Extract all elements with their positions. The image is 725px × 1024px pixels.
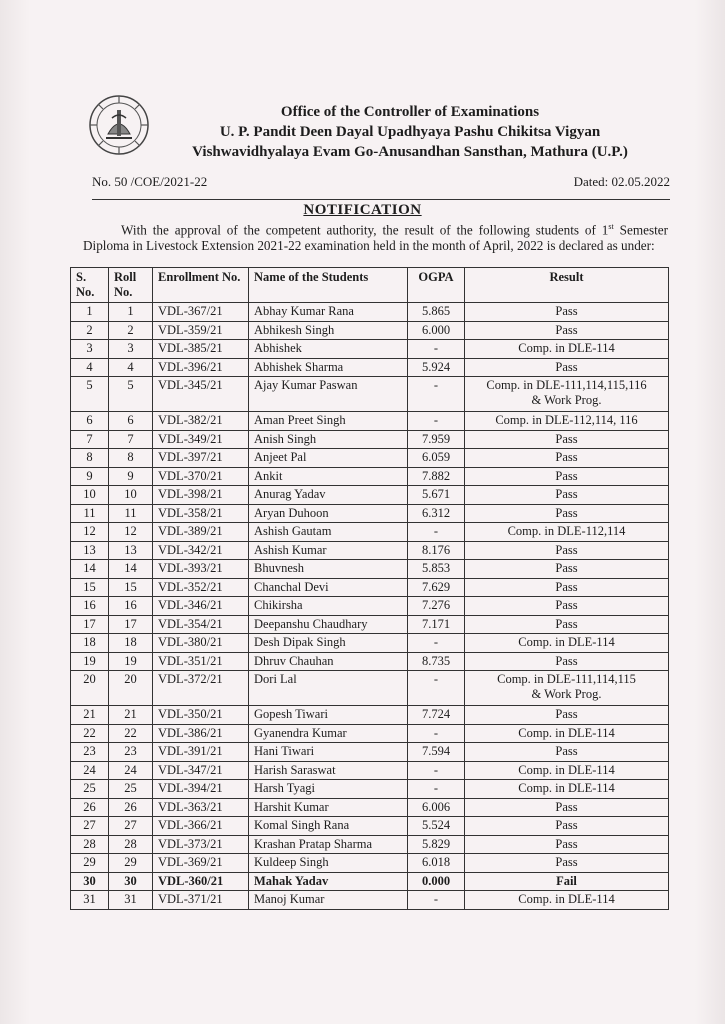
cell-student-name: Harish Saraswat xyxy=(249,761,408,780)
header-sno: S. No. xyxy=(71,268,109,303)
cell-ogpa: - xyxy=(408,523,465,542)
cell-sno: 18 xyxy=(71,634,109,653)
result-line: Pass xyxy=(555,359,578,374)
cell-sno: 11 xyxy=(71,504,109,523)
result-line: Pass xyxy=(555,836,578,851)
cell-sno: 16 xyxy=(71,597,109,616)
result-line: Comp. in DLE-114 xyxy=(518,762,615,777)
cell-roll: 2 xyxy=(109,321,153,340)
cell-roll: 8 xyxy=(109,449,153,468)
result-line-2: & Work Prog. xyxy=(531,686,602,701)
table-row xyxy=(71,652,669,671)
cell-sno: 24 xyxy=(71,761,109,780)
result-line: Pass xyxy=(555,468,578,483)
result-line: Pass xyxy=(555,487,578,501)
header-roll: Roll No. xyxy=(109,268,153,303)
result-line: Pass xyxy=(555,855,578,869)
result-line: Pass xyxy=(555,616,578,631)
cell-result xyxy=(465,430,669,449)
cell-result xyxy=(465,449,669,468)
cell-sno: 6 xyxy=(71,412,109,431)
intro-superscript: st xyxy=(608,222,614,231)
cell-student-name: Bhuvnesh xyxy=(249,560,408,579)
result-line: Pass xyxy=(555,304,578,318)
cell-ogpa: 6.006 xyxy=(408,798,465,817)
result-line: Pass xyxy=(555,322,578,337)
cell-roll: 23 xyxy=(109,743,153,762)
cell-sno: 9 xyxy=(71,467,109,486)
table-row xyxy=(71,597,669,616)
cell-ogpa: 7.629 xyxy=(408,578,465,597)
cell-ogpa: 5.524 xyxy=(408,817,465,836)
cell-ogpa: 7.276 xyxy=(408,597,465,616)
cell-enrollment: VDL-391/21 xyxy=(153,743,249,762)
cell-result xyxy=(465,724,669,743)
result-line: Comp. in DLE-112,114, 116 xyxy=(495,413,638,427)
cell-sno: 27 xyxy=(71,817,109,836)
notification-text xyxy=(83,219,668,253)
cell-enrollment: VDL-385/21 xyxy=(153,340,249,359)
result-line: Comp. in DLE-111,114,115,116 xyxy=(486,378,647,392)
cell-result xyxy=(465,578,669,597)
result-line: Comp. in DLE-114 xyxy=(518,341,615,355)
cell-enrollment: VDL-372/21 xyxy=(153,671,249,706)
cell-ogpa: 5.924 xyxy=(408,358,465,377)
cell-enrollment: VDL-347/21 xyxy=(153,761,249,780)
cell-roll: 16 xyxy=(109,597,153,616)
cell-enrollment: VDL-354/21 xyxy=(153,615,249,634)
table-row xyxy=(71,634,669,653)
table-body xyxy=(71,303,669,910)
cell-enrollment: VDL-394/21 xyxy=(153,780,249,799)
cell-roll: 7 xyxy=(109,430,153,449)
cell-ogpa: - xyxy=(408,377,465,412)
cell-student-name: Abhikesh Singh xyxy=(249,321,408,340)
cell-sno: 7 xyxy=(71,430,109,449)
cell-sno: 23 xyxy=(71,743,109,762)
cell-roll: 6 xyxy=(109,412,153,431)
cell-ogpa: - xyxy=(408,671,465,706)
result-line: Comp. in DLE-114 xyxy=(518,892,615,906)
result-line: Pass xyxy=(555,561,578,575)
cell-enrollment: VDL-366/21 xyxy=(153,817,249,836)
cell-enrollment: VDL-382/21 xyxy=(153,412,249,431)
cell-student-name: Harsh Tyagi xyxy=(249,780,408,799)
cell-result xyxy=(465,854,669,873)
result-line: Pass xyxy=(555,450,578,464)
cell-sno: 15 xyxy=(71,578,109,597)
cell-enrollment: VDL-373/21 xyxy=(153,835,249,854)
cell-result xyxy=(465,358,669,377)
table-row xyxy=(71,743,669,762)
table-row xyxy=(71,303,669,322)
cell-result xyxy=(465,560,669,579)
cell-roll: 28 xyxy=(109,835,153,854)
table-row xyxy=(71,321,669,340)
cell-roll: 21 xyxy=(109,706,153,725)
cell-sno: 8 xyxy=(71,449,109,468)
cell-roll: 31 xyxy=(109,891,153,910)
table-row xyxy=(71,798,669,817)
cell-sno: 19 xyxy=(71,652,109,671)
table-row xyxy=(71,467,669,486)
result-line: Pass xyxy=(555,707,578,721)
university-seal-icon xyxy=(88,94,150,156)
cell-ogpa: 6.059 xyxy=(408,449,465,468)
header-divider xyxy=(92,199,670,200)
cell-result xyxy=(465,798,669,817)
table-row xyxy=(71,504,669,523)
cell-student-name: Kuldeep Singh xyxy=(249,854,408,873)
cell-student-name: Aman Preet Singh xyxy=(249,412,408,431)
cell-roll: 20 xyxy=(109,671,153,706)
cell-roll: 11 xyxy=(109,504,153,523)
cell-sno: 30 xyxy=(71,872,109,891)
cell-student-name: Hani Tiwari xyxy=(249,743,408,762)
cell-student-name: Ajay Kumar Paswan xyxy=(249,377,408,412)
cell-enrollment: VDL-358/21 xyxy=(153,504,249,523)
table-row xyxy=(71,578,669,597)
cell-enrollment: VDL-396/21 xyxy=(153,358,249,377)
cell-result xyxy=(465,671,669,706)
cell-roll: 18 xyxy=(109,634,153,653)
cell-result xyxy=(465,486,669,505)
cell-result xyxy=(465,615,669,634)
cell-ogpa: 5.865 xyxy=(408,303,465,322)
cell-sno: 28 xyxy=(71,835,109,854)
result-line: Pass xyxy=(555,598,578,612)
table-row xyxy=(71,430,669,449)
cell-enrollment: VDL-380/21 xyxy=(153,634,249,653)
cell-student-name: Ankit xyxy=(249,467,408,486)
cell-roll: 4 xyxy=(109,358,153,377)
cell-enrollment: VDL-393/21 xyxy=(153,560,249,579)
cell-result xyxy=(465,761,669,780)
cell-student-name: Krashan Pratap Sharma xyxy=(249,835,408,854)
table-row xyxy=(71,761,669,780)
cell-roll: 1 xyxy=(109,303,153,322)
cell-roll: 22 xyxy=(109,724,153,743)
table-row xyxy=(71,891,669,910)
cell-enrollment: VDL-398/21 xyxy=(153,486,249,505)
cell-result xyxy=(465,303,669,322)
cell-result xyxy=(465,706,669,725)
cell-ogpa: 7.959 xyxy=(408,430,465,449)
cell-result xyxy=(465,634,669,653)
cell-ogpa: 7.724 xyxy=(408,706,465,725)
cell-student-name: Deepanshu Chaudhary xyxy=(249,615,408,634)
cell-sno: 26 xyxy=(71,798,109,817)
cell-enrollment: VDL-346/21 xyxy=(153,597,249,616)
cell-student-name: Dhruv Chauhan xyxy=(249,652,408,671)
cell-result xyxy=(465,652,669,671)
result-line: Pass xyxy=(555,505,578,520)
header-enrollment: Enrollment No. xyxy=(153,268,249,303)
cell-ogpa: 5.853 xyxy=(408,560,465,579)
cell-roll: 14 xyxy=(109,560,153,579)
table-row xyxy=(71,706,669,725)
cell-enrollment: VDL-360/21 xyxy=(153,872,249,891)
cell-student-name: Ashish Kumar xyxy=(249,541,408,560)
cell-sno: 20 xyxy=(71,671,109,706)
cell-enrollment: VDL-351/21 xyxy=(153,652,249,671)
cell-student-name: Anish Singh xyxy=(249,430,408,449)
table-row xyxy=(71,449,669,468)
cell-enrollment: VDL-367/21 xyxy=(153,303,249,322)
cell-result xyxy=(465,597,669,616)
cell-student-name: Abhishek Sharma xyxy=(249,358,408,377)
cell-result xyxy=(465,541,669,560)
cell-enrollment: VDL-359/21 xyxy=(153,321,249,340)
date-label: Dated: 02.05.2022 xyxy=(573,174,670,189)
university-name-line2: Vishwavidhyalaya Evam Go-Anusandhan Sansthan, Mathura (U.P.) xyxy=(192,144,628,160)
cell-ogpa: - xyxy=(408,412,465,431)
cell-sno: 12 xyxy=(71,523,109,542)
cell-student-name: Manoj Kumar xyxy=(249,891,408,910)
result-line: Pass xyxy=(555,653,578,668)
cell-enrollment: VDL-352/21 xyxy=(153,578,249,597)
cell-ogpa: 6.000 xyxy=(408,321,465,340)
cell-ogpa: - xyxy=(408,780,465,799)
cell-sno: 25 xyxy=(71,780,109,799)
cell-ogpa: 8.735 xyxy=(408,652,465,671)
cell-roll: 15 xyxy=(109,578,153,597)
cell-result xyxy=(465,817,669,836)
cell-sno: 4 xyxy=(71,358,109,377)
cell-ogpa: - xyxy=(408,634,465,653)
header-ogpa: OGPA xyxy=(408,268,465,303)
cell-enrollment: VDL-363/21 xyxy=(153,798,249,817)
cell-student-name: Chikirsha xyxy=(249,597,408,616)
cell-student-name: Abhay Kumar Rana xyxy=(249,303,408,322)
cell-ogpa: 8.176 xyxy=(408,541,465,560)
cell-ogpa: - xyxy=(408,724,465,743)
cell-enrollment: VDL-389/21 xyxy=(153,523,249,542)
cell-result xyxy=(465,743,669,762)
cell-ogpa: - xyxy=(408,891,465,910)
cell-enrollment: VDL-370/21 xyxy=(153,467,249,486)
cell-student-name: Dori Lal xyxy=(249,671,408,706)
result-line-2: & Work Prog. xyxy=(531,392,602,407)
cell-enrollment: VDL-369/21 xyxy=(153,854,249,873)
cell-result xyxy=(465,412,669,431)
cell-result xyxy=(465,467,669,486)
table-row xyxy=(71,340,669,359)
header-result: Result xyxy=(465,268,669,303)
table-row xyxy=(71,541,669,560)
cell-roll: 30 xyxy=(109,872,153,891)
cell-roll: 3 xyxy=(109,340,153,359)
cell-student-name: Harshit Kumar xyxy=(249,798,408,817)
cell-student-name: Chanchal Devi xyxy=(249,578,408,597)
cell-roll: 25 xyxy=(109,780,153,799)
result-line: Pass xyxy=(555,799,578,814)
cell-sno: 14 xyxy=(71,560,109,579)
cell-student-name: Gopesh Tiwari xyxy=(249,706,408,725)
table-row xyxy=(71,724,669,743)
cell-roll: 12 xyxy=(109,523,153,542)
result-line: Comp. in DLE-114 xyxy=(518,635,615,649)
header-name: Name of the Students xyxy=(249,268,408,303)
cell-ogpa: 6.018 xyxy=(408,854,465,873)
cell-roll: 19 xyxy=(109,652,153,671)
university-name-line1: U. P. Pandit Deen Dayal Upadhyaya Pashu Chikitsa Vigyan xyxy=(219,124,601,140)
cell-student-name: Komal Singh Rana xyxy=(249,817,408,836)
result-line: Comp. in DLE-112,114 xyxy=(507,524,626,538)
reference-number: No. 50 /COE/2021-22 xyxy=(92,174,208,189)
cell-ogpa: 0.000 xyxy=(408,872,465,891)
table-row xyxy=(71,377,669,412)
cell-roll: 29 xyxy=(109,854,153,873)
reference-row xyxy=(92,174,670,190)
cell-roll: 13 xyxy=(109,541,153,560)
cell-sno: 29 xyxy=(71,854,109,873)
cell-sno: 10 xyxy=(71,486,109,505)
cell-student-name: Ashish Gautam xyxy=(249,523,408,542)
cell-ogpa: 5.671 xyxy=(408,486,465,505)
cell-sno: 5 xyxy=(71,377,109,412)
cell-student-name: Anurag Yadav xyxy=(249,486,408,505)
cell-roll: 26 xyxy=(109,798,153,817)
table-row xyxy=(71,412,669,431)
table-row xyxy=(71,780,669,799)
cell-roll: 17 xyxy=(109,615,153,634)
cell-ogpa: 7.594 xyxy=(408,743,465,762)
notification-title: NOTIFICATION xyxy=(303,202,422,218)
cell-roll: 24 xyxy=(109,761,153,780)
cell-ogpa: 6.312 xyxy=(408,504,465,523)
cell-student-name: Abhishek xyxy=(249,340,408,359)
results-table xyxy=(70,267,669,910)
cell-roll: 27 xyxy=(109,817,153,836)
cell-student-name: Desh Dipak Singh xyxy=(249,634,408,653)
cell-enrollment: VDL-371/21 xyxy=(153,891,249,910)
office-title-block xyxy=(150,102,670,162)
cell-result xyxy=(465,504,669,523)
table-header-row xyxy=(71,268,669,303)
cell-sno: 21 xyxy=(71,706,109,725)
cell-student-name: Gyanendra Kumar xyxy=(249,724,408,743)
result-line: Fail xyxy=(556,873,577,888)
cell-student-name: Anjeet Pal xyxy=(249,449,408,468)
office-title: Office of the Controller of Examinations xyxy=(280,104,540,120)
table-row xyxy=(71,817,669,836)
cell-ogpa: 5.829 xyxy=(408,835,465,854)
cell-enrollment: VDL-345/21 xyxy=(153,377,249,412)
table-row xyxy=(71,671,669,706)
result-line: Comp. in DLE-111,114,115 xyxy=(497,672,636,686)
cell-enrollment: VDL-386/21 xyxy=(153,724,249,743)
cell-student-name: Mahak Yadav xyxy=(249,872,408,891)
cell-result xyxy=(465,321,669,340)
cell-sno: 22 xyxy=(71,724,109,743)
cell-result xyxy=(465,872,669,891)
cell-result xyxy=(465,891,669,910)
result-line: Pass xyxy=(555,542,578,557)
cell-roll: 10 xyxy=(109,486,153,505)
cell-ogpa: 7.882 xyxy=(408,467,465,486)
document-header xyxy=(0,88,725,168)
table-row xyxy=(71,854,669,873)
cell-sno: 13 xyxy=(71,541,109,560)
result-line: Pass xyxy=(555,579,578,594)
table-row xyxy=(71,523,669,542)
cell-result xyxy=(465,377,669,412)
cell-ogpa: - xyxy=(408,761,465,780)
table-row xyxy=(71,872,669,891)
cell-sno: 2 xyxy=(71,321,109,340)
cell-sno: 31 xyxy=(71,891,109,910)
result-line: Comp. in DLE-114 xyxy=(518,725,615,740)
cell-result xyxy=(465,340,669,359)
intro-text-end: Semester Diploma in Livestock Extension 2021-22 examination held in the month of April, 2022 is declared as under: xyxy=(83,222,668,253)
cell-student-name: Aryan Duhoon xyxy=(249,504,408,523)
cell-result xyxy=(465,780,669,799)
table-row xyxy=(71,560,669,579)
table-row xyxy=(71,835,669,854)
table-row xyxy=(71,615,669,634)
cell-enrollment: VDL-397/21 xyxy=(153,449,249,468)
table-row xyxy=(71,358,669,377)
result-line: Pass xyxy=(555,744,578,758)
cell-sno: 17 xyxy=(71,615,109,634)
cell-sno: 3 xyxy=(71,340,109,359)
cell-sno: 1 xyxy=(71,303,109,322)
cell-enrollment: VDL-350/21 xyxy=(153,706,249,725)
cell-ogpa: 7.171 xyxy=(408,615,465,634)
cell-result xyxy=(465,523,669,542)
cell-roll: 5 xyxy=(109,377,153,412)
table-row xyxy=(71,486,669,505)
intro-text-start: With the approval of the competent authority, the result of the following students of 1 xyxy=(121,222,609,238)
cell-enrollment: VDL-342/21 xyxy=(153,541,249,560)
result-line: Comp. in DLE-114 xyxy=(518,781,615,795)
result-line: Pass xyxy=(555,431,578,446)
cell-enrollment: VDL-349/21 xyxy=(153,430,249,449)
result-line: Pass xyxy=(555,818,578,832)
cell-roll: 9 xyxy=(109,467,153,486)
cell-result xyxy=(465,835,669,854)
cell-ogpa: - xyxy=(408,340,465,359)
